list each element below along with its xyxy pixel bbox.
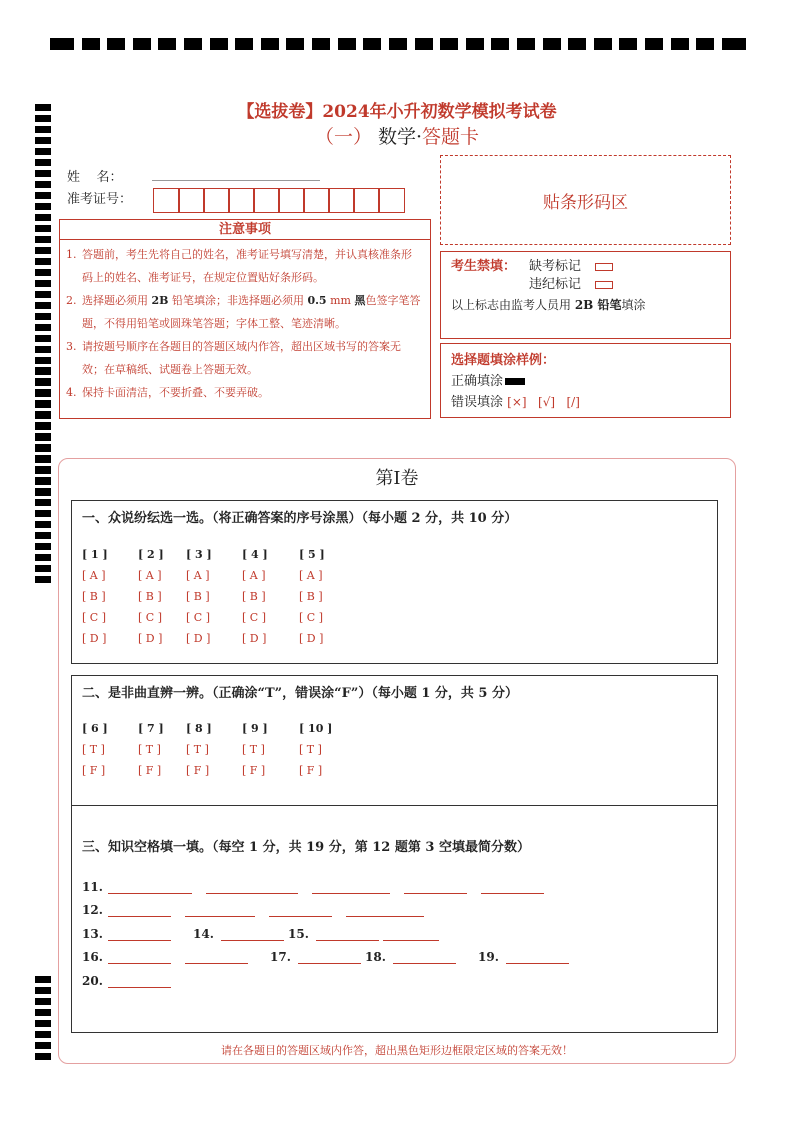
option-bubble[interactable]: [ B ] <box>299 590 323 603</box>
option-bubble[interactable]: [ C ] <box>299 611 323 624</box>
option-bubble[interactable]: [ D ] <box>138 632 163 645</box>
option-bubble[interactable]: [ F ] <box>242 764 266 777</box>
name-field[interactable] <box>152 180 320 181</box>
id-label: 准考证号： <box>67 192 133 207</box>
footer-warning: 请在各题目的答题区域内作答，超出黑色矩形边框限定区域的答案无效！ <box>221 1044 573 1057</box>
section-title: 第Ⅰ卷 <box>375 468 419 489</box>
part2-title: 二、是非曲直辨一辨。（正确涂“T”，错误涂“F”）（每小题 1 分，共 5 分） <box>82 686 519 701</box>
fill-sample-box <box>440 343 731 418</box>
choice-question: [ 5 ] [ A ] [ B ] [ C ] [ D ] <box>299 544 325 649</box>
blank-field[interactable] <box>312 882 390 894</box>
option-bubble[interactable]: [ B ] <box>138 590 162 603</box>
blank-field[interactable] <box>108 952 171 964</box>
option-bubble[interactable]: [ A ] <box>242 569 266 582</box>
choice-question: [ 4 ] [ A ] [ B ] [ C ] [ D ] <box>242 544 268 649</box>
blank-field[interactable] <box>481 882 544 894</box>
part1-title: 一、众说纷纭选一选。（将正确答案的序号涂黑）（每小题 2 分，共 10 分） <box>82 511 518 526</box>
blank-field[interactable] <box>185 905 255 917</box>
option-bubble[interactable]: [ A ] <box>82 569 106 582</box>
examinee-forbidden-box <box>440 251 731 339</box>
barcode-area <box>440 155 731 245</box>
note-item: 1. 答题前，考生先将自己的姓名，准考证号填写清楚，并认真核准条形码上的姓名、准考证号，在规定位置贴好条形码。 <box>66 248 412 284</box>
violation-mark-box[interactable] <box>595 281 613 289</box>
sample-heading: 选择题填涂样例： <box>451 353 556 368</box>
blank-field[interactable] <box>206 882 298 894</box>
blank-field[interactable] <box>393 952 456 964</box>
notes-heading: 注意事项 <box>60 220 430 240</box>
subtitle-part-a: （一） <box>314 126 372 148</box>
option-bubble[interactable]: [ F ] <box>138 764 162 777</box>
fill-row-12: 12. <box>82 903 424 917</box>
option-bubble[interactable]: [ T ] <box>242 743 265 756</box>
judge-question: [ 9 ] [ T ] [ F ] <box>242 718 268 781</box>
option-bubble[interactable]: [ T ] <box>299 743 322 756</box>
judge-question: [ 10 ] [ T ] [ F ] <box>299 718 332 781</box>
option-bubble[interactable]: [ D ] <box>82 632 107 645</box>
id-number-boxes[interactable] <box>153 188 403 213</box>
option-bubble[interactable]: [ A ] <box>138 569 162 582</box>
judge-question: [ 6 ] [ T ] [ F ] <box>82 718 108 781</box>
blank-field[interactable] <box>108 976 171 988</box>
forbid-label: 考生禁填： <box>451 259 517 274</box>
blank-field[interactable] <box>108 905 171 917</box>
option-bubble[interactable]: [ F ] <box>186 764 210 777</box>
barcode-label: 贴条形码区 <box>543 192 628 213</box>
absent-mark-label: 缺考标记 <box>529 259 582 274</box>
part3-title: 三、知识空格填一填。（每空 1 分，共 19 分，第 12 题第 3 空填最简分数） <box>82 840 530 855</box>
blank-field[interactable] <box>298 952 361 964</box>
judge-question: [ 8 ] [ T ] [ F ] <box>186 718 212 781</box>
option-bubble[interactable]: [ A ] <box>299 569 323 582</box>
option-bubble[interactable]: [ T ] <box>82 743 105 756</box>
exam-title: 【选拔卷】2024年小升初数学模拟考试卷 <box>237 102 557 122</box>
blank-field[interactable] <box>108 882 192 894</box>
blank-field[interactable] <box>346 905 424 917</box>
fill-row-11: 11. <box>82 880 544 894</box>
blank-field[interactable] <box>316 929 379 941</box>
choice-question: [ 3 ] [ A ] [ B ] [ C ] [ D ] <box>186 544 212 649</box>
blank-field[interactable] <box>185 952 248 964</box>
notes-box <box>59 219 431 419</box>
option-bubble[interactable]: [ C ] <box>82 611 106 624</box>
option-bubble[interactable]: [ C ] <box>138 611 162 624</box>
option-bubble[interactable]: [ B ] <box>242 590 266 603</box>
card-subtitle <box>0 122 794 149</box>
option-bubble[interactable]: [ F ] <box>82 764 106 777</box>
correct-fill-label: 正确填涂 <box>451 374 504 389</box>
part2-box <box>71 675 718 806</box>
blank-field[interactable] <box>269 905 332 917</box>
subtitle-part-c: 答题卡 <box>422 126 480 148</box>
blank-field[interactable] <box>221 929 284 941</box>
option-bubble[interactable]: [ C ] <box>242 611 266 624</box>
absent-mark-box[interactable] <box>595 263 613 271</box>
name-label: 姓 名： <box>67 170 123 185</box>
wrong-fill-label: 错误填涂 <box>451 395 504 410</box>
part3-box <box>71 805 718 1033</box>
part1-box <box>71 500 718 664</box>
option-bubble[interactable]: [ T ] <box>186 743 209 756</box>
option-bubble[interactable]: [ D ] <box>186 632 211 645</box>
blank-field[interactable] <box>506 952 569 964</box>
violation-mark-label: 违纪标记 <box>529 277 582 292</box>
option-bubble[interactable]: [ D ] <box>299 632 324 645</box>
option-bubble[interactable]: [ B ] <box>186 590 210 603</box>
blank-field[interactable] <box>404 882 467 894</box>
correct-fill-sample <box>505 378 525 385</box>
note-item: 3. 请按题号顺序在各题目的答题区域内作答，超出区域书写的答案无效；在草稿纸、试题卷上答题无效。 <box>66 340 401 376</box>
choice-question: [ 2 ] [ A ] [ B ] [ C ] [ D ] <box>138 544 164 649</box>
note-item: 4. 保持卡面清洁，不要折叠、不要弄破。 <box>66 386 269 399</box>
fill-row-20: 20. <box>82 974 171 988</box>
option-bubble[interactable]: [ B ] <box>82 590 106 603</box>
forbid-note: 以上标志由监考人员用 2B 铅笔填涂 <box>451 298 646 312</box>
option-bubble[interactable]: [ T ] <box>138 743 161 756</box>
choice-question: [ 1 ] [ A ] [ B ] [ C ] [ D ] <box>82 544 108 649</box>
option-bubble[interactable]: [ C ] <box>186 611 210 624</box>
fill-row-16-19: 16. 17. 18. 19. <box>82 950 569 964</box>
option-bubble[interactable]: [ A ] <box>186 569 210 582</box>
option-bubble[interactable]: [ F ] <box>299 764 323 777</box>
fill-row-13-15: 13. 14. 15. <box>82 927 439 941</box>
subtitle-part-b: 数学· <box>378 126 423 148</box>
judge-question: [ 7 ] [ T ] [ F ] <box>138 718 164 781</box>
blank-field[interactable] <box>108 929 171 941</box>
top-timing-marks <box>50 38 746 50</box>
option-bubble[interactable]: [ D ] <box>242 632 267 645</box>
wrong-fill-samples: [×] [√] [/] <box>507 395 580 409</box>
blank-field[interactable] <box>383 929 439 941</box>
note-item: 2. 选择题必须用 2B 铅笔填涂；非选择题必须用 0.5 mm 黑色签字笔答题，不得用铅笔或圆珠笔答题；字体工整、笔迹清晰。 <box>66 294 421 330</box>
